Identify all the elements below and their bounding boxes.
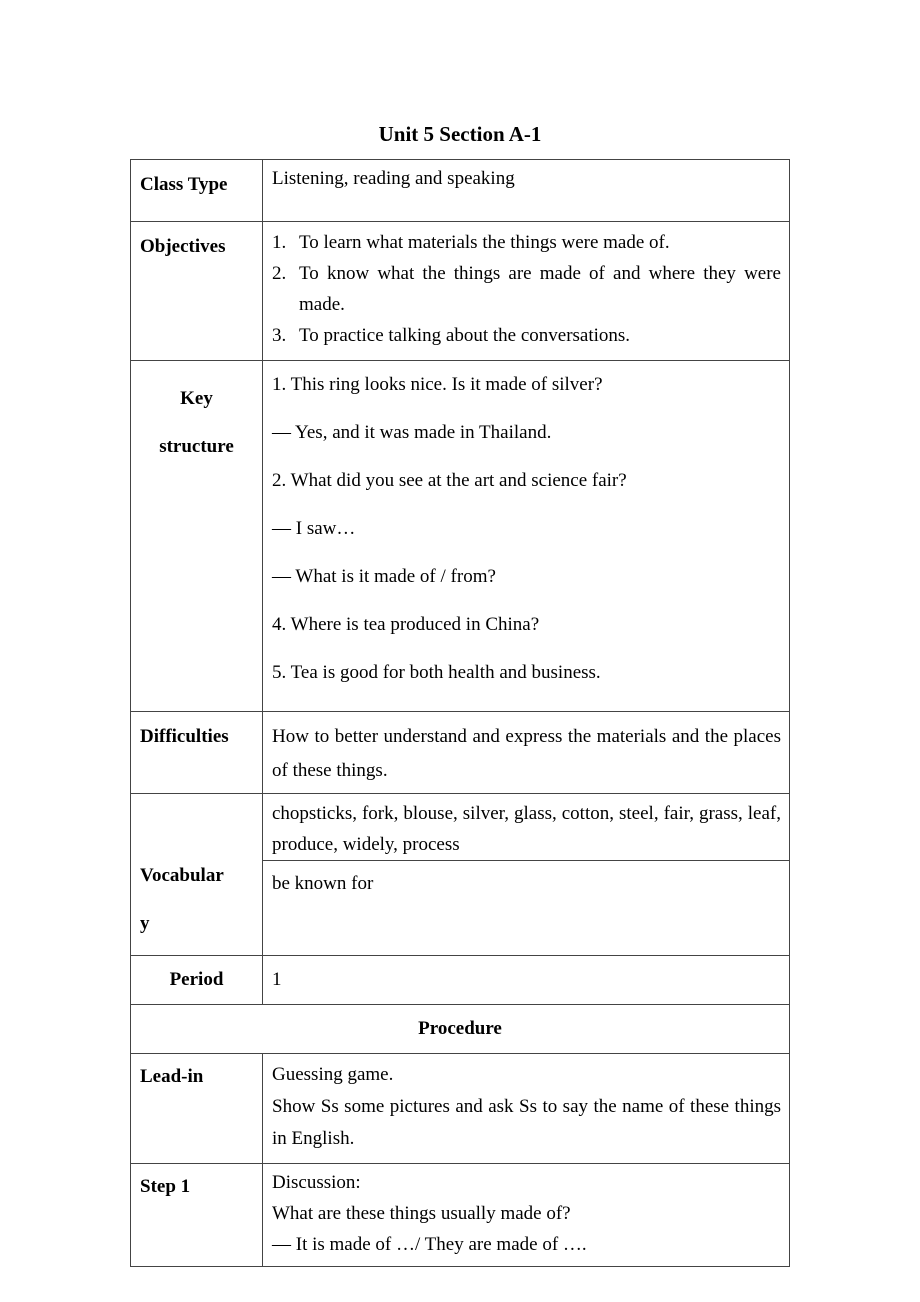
- difficulties-row: [131, 712, 790, 794]
- key-structure-line: 4. Where is tea produced in China?: [272, 614, 540, 635]
- class-type-value: Listening, reading and speaking: [263, 160, 790, 222]
- objective-item: [272, 320, 781, 351]
- lead-in-line: Show Ss some pictures and ask Ss to say the name of these things in English.: [272, 1096, 781, 1149]
- period-row: [131, 956, 790, 1005]
- objectives-content: [263, 222, 790, 361]
- objectives-list: [272, 227, 781, 351]
- objectives-row: [131, 222, 790, 361]
- objective-number: 1.: [272, 232, 287, 253]
- key-structure-line: 1. This ring looks nice. Is it made of silver?: [272, 374, 603, 395]
- key-structure-label: [131, 361, 263, 712]
- step-1-label: Step 1: [131, 1164, 263, 1267]
- lesson-plan-table: [130, 159, 790, 1267]
- vocabulary-words: chopsticks, fork, blouse, silver, glass, cotton, steel, fair, grass, leaf, produce, widely, process: [263, 794, 790, 861]
- vocabulary-label-line: y: [140, 913, 150, 934]
- lead-in-label: Lead-in: [131, 1054, 263, 1164]
- class-type-label: Class Type: [131, 160, 263, 222]
- key-structure-line: — I saw…: [272, 518, 356, 539]
- class-type-row: [131, 160, 790, 222]
- period-label: Period: [131, 956, 263, 1005]
- vocabulary-words-row: [131, 794, 790, 861]
- key-structure-line: 2. What did you see at the art and science fair?: [272, 470, 627, 491]
- step-1-content: [263, 1164, 790, 1267]
- key-structure-line: 5. Tea is good for both health and business.: [272, 662, 601, 683]
- lead-in-content: [263, 1054, 790, 1164]
- objective-text: To practice talking about the conversations.: [299, 325, 631, 346]
- key-structure-line: — Yes, and it was made in Thailand.: [272, 422, 552, 443]
- step-1-line: Discussion:: [272, 1172, 361, 1193]
- objectives-label: Objectives: [131, 222, 263, 361]
- step-1-line: — It is made of …/ They are made of ….: [272, 1234, 587, 1255]
- lead-in-row: [131, 1054, 790, 1164]
- objective-text: To learn what materials the things were made of.: [299, 232, 670, 253]
- key-structure-label-line: structure: [159, 436, 234, 457]
- objective-number: 3.: [272, 325, 287, 346]
- objective-text: To know what the things are made of and where they were made.: [299, 263, 781, 315]
- objective-item: [272, 227, 781, 258]
- key-structure-row: [131, 361, 790, 712]
- step-1-row: [131, 1164, 790, 1267]
- lead-in-line: Guessing game.: [272, 1064, 394, 1085]
- vocabulary-phrases: be known for: [263, 861, 790, 956]
- key-structure-content: [263, 361, 790, 712]
- procedure-heading: Procedure: [131, 1005, 790, 1054]
- period-value: 1: [263, 956, 790, 1005]
- step-1-line: What are these things usually made of?: [272, 1203, 571, 1224]
- vocabulary-label: [131, 794, 263, 956]
- objective-number: 2.: [272, 263, 287, 284]
- vocabulary-label-line: Vocabular: [140, 865, 224, 886]
- objective-item: [272, 258, 781, 320]
- difficulties-text: How to better understand and express the materials and the places of these things.: [263, 712, 790, 794]
- key-structure-line: — What is it made of / from?: [272, 566, 496, 587]
- document-title: Unit 5 Section A-1: [378, 122, 542, 146]
- procedure-heading-row: [131, 1005, 790, 1054]
- key-structure-label-line: Key: [180, 388, 213, 409]
- difficulties-label: Difficulties: [131, 712, 263, 794]
